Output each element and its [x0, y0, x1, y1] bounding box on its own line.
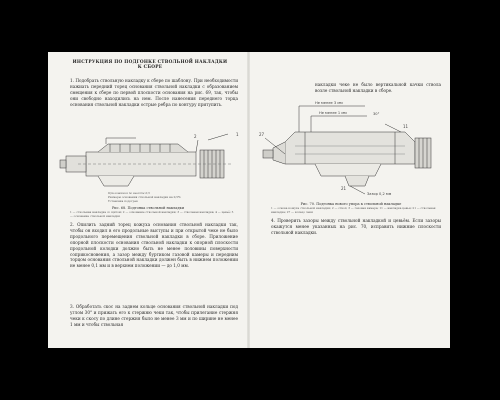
document-spread — [48, 52, 450, 348]
figure-70-label-11: 11 — [403, 124, 409, 129]
figure-70-dim-angle: 30° — [373, 112, 380, 116]
left-page-heading: ИНСТРУКЦИЯ ПО ПОДГОНКЕ СТВОЛЬНОЙ НАКЛАДКИ К СБОРЕ — [72, 60, 228, 71]
right-paragraph-top: накладки чеке не было вертикальной качки ствола возле ствольной накладки в сборе. — [315, 82, 441, 93]
figure-70-dim-mid: Не менее 1 мм — [319, 111, 347, 115]
figure-68-barrel — [60, 134, 233, 186]
figure-68-label-2: 2 — [194, 134, 197, 139]
instruction-paragraph-4: 4. Проверить зазоры между ствольной накладкой и цевьём. Если зазоры окажутся менее указанных на рис. 70, исправить нижние плоскости ствольной накладки. — [271, 218, 441, 235]
figure-70-label-27: 27 — [259, 132, 265, 137]
figure-70-pin — [263, 150, 273, 158]
figure-68-note: Приложения по высоте 0,5 — [108, 191, 150, 195]
figure-70-label-21: 21 — [341, 186, 347, 191]
instruction-paragraph-1: 1. Подобрать ствольную накладку к сбере по шаблону. При необходимости нажиать передний торец основания ствольной накладки с образованием смещения к сбере по первой плоскости основания на рис. 69, так, чтобы они свободно находились на нем. После нанесения переднего торца основания ствольной накладки острые ребра по контуру притупить. — [70, 78, 238, 107]
figure-70-handguard — [285, 132, 415, 164]
figure-70-assembly — [263, 106, 431, 194]
figure-70-legend: 1 — основа кожуха ствольной накладки; 2 — ствол; 3 — газовая камера; 11 — накладка цевья; 21 — ствольная накладка; 27 — кольцо чеки — [271, 206, 436, 214]
figure-70-dim-bottom: Зазор 0,2 мм — [367, 192, 392, 196]
left-page — [48, 52, 248, 348]
instruction-paragraph-3: 3. Обработать скос на заднем кольце основания ствольной накладки под углом 30° и прижать его к стержню чеки так, чтобы прилегание стержня чеки к скосу по длине стержня было не менее 3 мм и по ширине не менее 1 мм и чтобы ствольная — [70, 304, 238, 327]
figure-68-note-2: Размеры основания ствольной накладки на 0,5% — [108, 195, 181, 199]
figure-68-label-1: 1 — [236, 132, 239, 137]
figure-68-legend: 1 — ствольная накладка со щитом; 2 — основание ствольной накладки; 3 — ствольная накладка; 4 — цевьё; 5 — основание ствольной накладки — [70, 210, 234, 218]
figure-70-drawing — [255, 98, 445, 198]
figure-68-handguard — [98, 144, 188, 152]
figure-70-dim-top: Не менее 3 мм — [315, 101, 343, 105]
figure-70-caption: Рис. 70. Подгонка нового упора к ствольной накладке — [300, 202, 402, 206]
figure-68-sub: Установка подогрев — [108, 199, 138, 203]
figure-68-caption: Рис. 68. Подгонка ствольной накладки — [111, 206, 185, 210]
right-page — [249, 52, 450, 348]
instruction-paragraph-2: 2. Опилить задний торец кожуха основания ствольной накладки так, чтобы он входил в его продольные выступы и при открытой чеке не было продольного перемещения ствольной накладки в сборе. Приложение опорной плоскости основания ствольной накладки к опорной плоскости продольной колодки должно быть не менее половины поверхности соприкосновения, а зазор между буртиком газовой камеры и передним торцом основания ствольной накладки должен быть в нижнем положении не менее 0,1 мм и в верхнем положении — до 1,0 мм. — [70, 222, 238, 269]
